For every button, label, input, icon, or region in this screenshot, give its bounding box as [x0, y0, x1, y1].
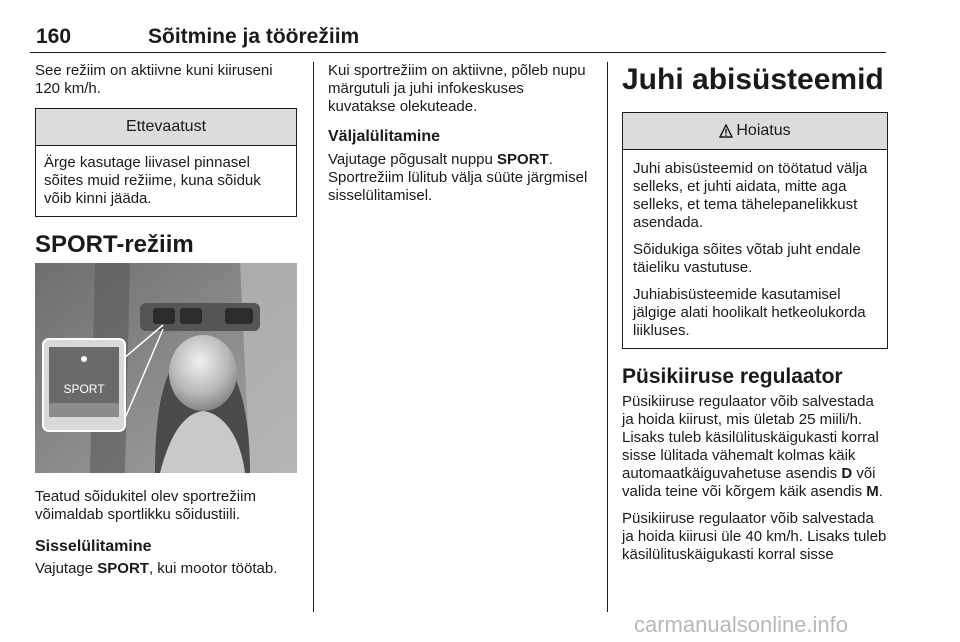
warning-paragraph-1: Juhi abisüsteemid on töötatud välja selleks, et juhti aidata, mitte aga selleks, et tema tähelepanelikkust asendada.: [633, 160, 868, 231]
warning-icon: [719, 124, 733, 138]
image-caption: Teatud sõidukitel olev sportrežiim võimaldab sportlikku sõidustiili.: [35, 488, 256, 523]
column-left-lower: [35, 488, 297, 578]
center-console-illustration: [35, 263, 297, 473]
chapter-title: Sõitmine ja töörežiim: [148, 25, 360, 48]
column-middle: [328, 62, 593, 205]
sport-button-label: SPORT: [63, 382, 105, 396]
warning-paragraph-2: Sõidukiga sõites võtab juht endale täieliku vastutuse.: [633, 241, 861, 276]
caution-text: Ärge kasutage liivasel pinnasel sõites muid režiime, kuna sõiduk võib kinni jääda.: [44, 154, 261, 207]
cruise-control-paragraph-1: Püsikiiruse regulaator võib salvestada ja hoida kiirust, mis ületab 25 miili/h. Lisaks tuleb käsilülituskäigukasti korral sisse lülitada vähemalt kolmas käik automaatkäiguvahetuse asendis D või valida teine või kõrgem käik asendis M.: [622, 393, 883, 500]
warning-header: [623, 113, 887, 150]
cruise-control-heading: Püsikiiruse regulaator: [622, 365, 843, 388]
driver-assist-heading: Juhi abisüsteemid: [622, 63, 884, 96]
page-header: [30, 22, 886, 53]
column-divider: [313, 62, 314, 612]
sport-button-photo: [35, 263, 297, 473]
indicator-text: Kui sportrežiim on aktiivne, põleb nupu märgutuli ja juhi infokeskuses kuvatakse olekuteade.: [328, 62, 586, 115]
cruise-control-paragraph-2: Püsikiiruse regulaator võib salvestada ja hoida kiirusi üle 40 km/h. Lisaks tuleb käsilülituskäigukasti korral sisse: [622, 510, 887, 563]
caution-title: Ettevaatust: [36, 109, 296, 146]
warning-title: Hoiatus: [736, 122, 791, 139]
caution-box: [35, 108, 297, 217]
intro-text: See režiim on aktiivne kuni kiiruseni 120 km/h.: [35, 62, 273, 97]
column-divider: [607, 62, 608, 612]
page-number: 160: [36, 25, 72, 48]
column-right: [622, 62, 888, 564]
warning-box: [622, 112, 888, 349]
column-left: [35, 62, 297, 259]
sport-mode-heading: SPORT-režiim: [35, 231, 194, 258]
deactivation-heading: Väljalülitamine: [328, 128, 441, 145]
activation-heading: Sisselülitamine: [35, 538, 152, 555]
deactivation-text: Vajutage põgusalt nuppu SPORT. Sportrežiim lülitub välja süüte järgmisel sisselülitamisel.: [328, 151, 588, 204]
site-watermark: carmanualsonline.info: [634, 612, 849, 637]
warning-paragraph-3: Juhiabisüsteemide kasutamisel jälgige alati hoolikalt hetkeolukorda liikluses.: [633, 286, 866, 339]
activation-text: Vajutage SPORT, kui mootor töötab.: [35, 560, 278, 577]
